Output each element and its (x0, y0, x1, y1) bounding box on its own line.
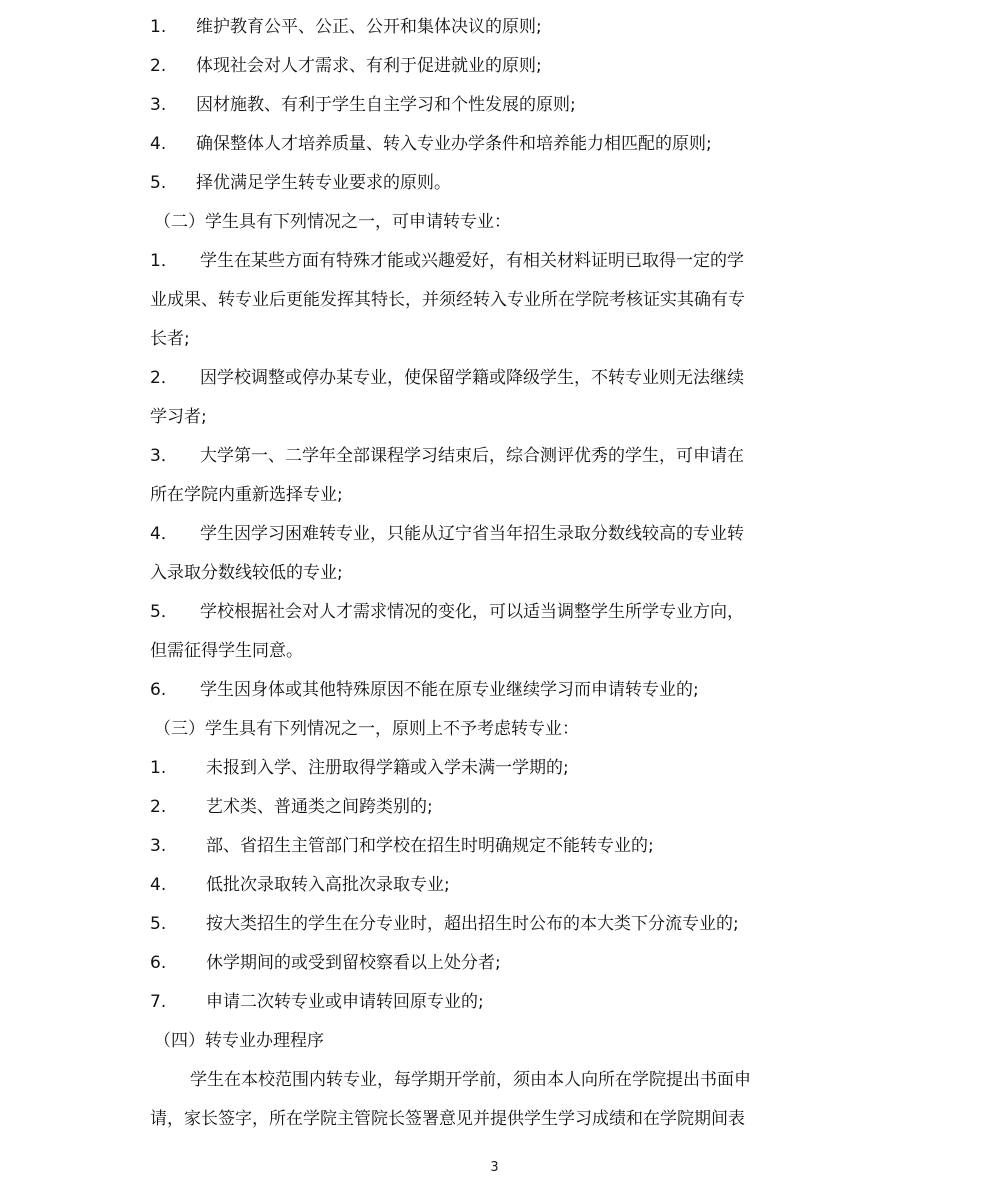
document-body (150, 8, 845, 1139)
list-item (150, 671, 845, 710)
item-text: 学生因身体或其他特殊原因不能在原专业继续学习而申请转专业的; (200, 680, 699, 700)
list-item (150, 983, 845, 1022)
list-item (150, 242, 845, 281)
list-item (150, 359, 845, 398)
item-continuation: 业成果、转专业后更能发挥其特长，并须经转入专业所在学院考核证实其确有专 (150, 290, 745, 310)
list-item (150, 125, 845, 164)
list-item (150, 47, 845, 86)
section-2 (150, 203, 845, 710)
paragraph-line: 请，家长签字，所在学院主管院长签署意见并提供学生学习成绩和在学院期间表 (150, 1109, 745, 1129)
item-number: 4. (150, 875, 167, 895)
item-text: 确保整体人才培养质量、转入专业办学条件和培养能力相匹配的原则; (196, 134, 712, 154)
list-item (150, 944, 845, 983)
item-text: 部、省招生主管部门和学校在招生时明确规定不能转专业的; (206, 836, 654, 856)
item-text: 休学期间的或受到留校察看以上处分者; (206, 953, 501, 973)
item-text: 低批次录取转入高批次录取专业; (206, 875, 450, 895)
page-number: 3 (490, 1160, 499, 1175)
item-number: 5. (150, 914, 167, 934)
item-number: 4． (150, 524, 178, 544)
list-item (150, 8, 845, 47)
item-number: 3. (150, 836, 167, 856)
list-item (150, 749, 845, 788)
item-number: 2. (150, 56, 167, 76)
item-text: 艺术类、普通类之间跨类别的; (206, 797, 433, 817)
item-text: 择优满足学生转专业要求的原则。 (196, 173, 451, 193)
list-item (150, 788, 845, 827)
item-number: 3． (150, 446, 178, 466)
item-continuation: 但需征得学生同意。 (150, 641, 303, 661)
item-number: 7. (150, 992, 167, 1012)
list-item (150, 437, 845, 476)
list-item (150, 86, 845, 125)
item-text: 因材施教、有利于学生自主学习和个性发展的原则; (196, 95, 576, 115)
item-number: 5. (150, 173, 167, 193)
section-3 (150, 710, 845, 1022)
section-heading: （四）转专业办理程序 (154, 1031, 324, 1051)
list-item (150, 515, 845, 554)
item-continuation: 学习者; (150, 407, 207, 427)
item-number: 3. (150, 95, 167, 115)
item-text: 体现社会对人才需求、有利于促进就业的原则; (196, 56, 542, 76)
list-item (150, 827, 845, 866)
list-item (150, 593, 845, 632)
list-item (150, 905, 845, 944)
section-4 (150, 1022, 845, 1139)
item-text: 因学校调整或停办某专业，使保留学籍或降级学生，不转专业则无法继续 (200, 368, 744, 388)
item-number: 6. (150, 680, 167, 700)
item-number: 1. (150, 758, 167, 778)
item-number: 4. (150, 134, 167, 154)
item-number: 1． (150, 251, 178, 271)
item-text: 维护教育公平、公正、公开和集体决议的原则; (196, 17, 542, 37)
item-text: 申请二次转专业或申请转回原专业的; (206, 992, 484, 1012)
item-text: 学校根据社会对人才需求情况的变化，可以适当调整学生所学专业方向， (200, 602, 744, 622)
item-text: 学生在某些方面有特殊才能或兴趣爱好，有相关材料证明已取得一定的学 (200, 251, 744, 271)
principles-list (150, 8, 845, 203)
item-number: 2. (150, 797, 167, 817)
item-text: 未报到入学、注册取得学籍或入学未满一学期的; (206, 758, 569, 778)
item-text: 学生因学习困难转专业，只能从辽宁省当年招生录取分数线较高的专业转 (200, 524, 744, 544)
section-heading: （二）学生具有下列情况之一，可申请转专业： (154, 212, 511, 232)
item-number: 5． (150, 602, 178, 622)
item-number: 6. (150, 953, 167, 973)
list-item (150, 866, 845, 905)
item-continuation: 所在学院内重新选择专业; (150, 485, 343, 505)
list-item (150, 164, 845, 203)
paragraph-line: 学生在本校范围内转专业，每学期开学前，须由本人向所在学院提出书面申 (190, 1070, 751, 1090)
item-number: 1. (150, 17, 167, 37)
item-number: 2． (150, 368, 178, 388)
item-text: 大学第一、二学年全部课程学习结束后，综合测评优秀的学生，可申请在 (200, 446, 744, 466)
item-text: 按大类招生的学生在分专业时，超出招生时公布的本大类下分流专业的; (206, 914, 739, 934)
item-continuation: 入录取分数线较低的专业; (150, 563, 343, 583)
section-heading: （三）学生具有下列情况之一，原则上不予考虑转专业： (154, 719, 579, 739)
item-continuation: 长者; (150, 329, 190, 349)
